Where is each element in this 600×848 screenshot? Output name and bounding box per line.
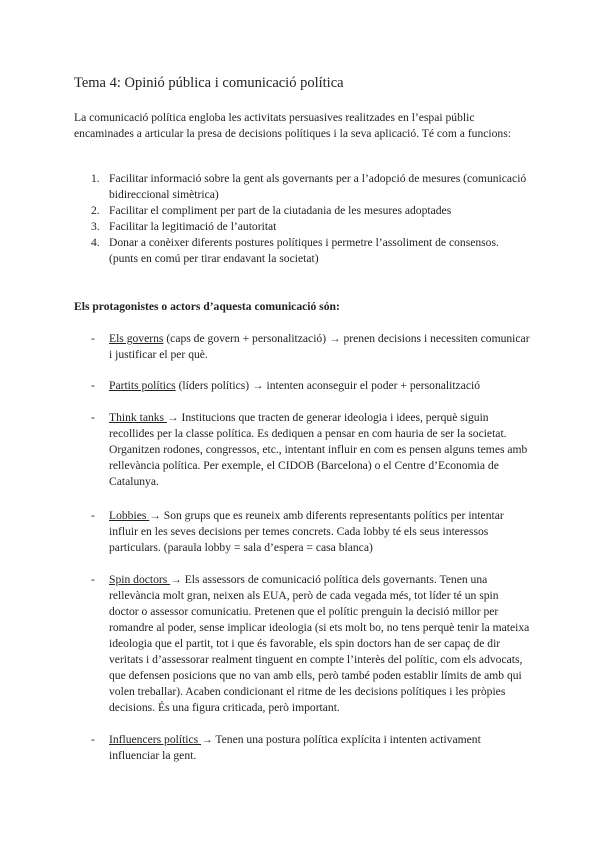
actor-term: Partits polítics (109, 379, 176, 392)
list-number: 2. (91, 204, 100, 217)
actor-description: → Tenen una postura política explícita i intenten activament influenciar la gent. (109, 733, 481, 762)
list-item-text: Facilitar informació sobre la gent als governants per a l’adopció de mesures (comunicació bidireccional simètrica) (109, 172, 527, 201)
list-item-text: Facilitar el compliment per part de la ciutadania de les mesures adoptades (109, 204, 452, 217)
actor-term: Influencers polítics (109, 733, 202, 746)
list-number: 4. (91, 236, 100, 249)
list-item-influencers (74, 732, 530, 764)
actor-term: Spin doctors (109, 573, 171, 586)
list-dash: - (91, 379, 95, 392)
list-item-lobbies (74, 508, 530, 556)
actor-term: Els governs (109, 332, 164, 345)
list-dash: - (91, 332, 95, 345)
actor-term: Think tanks (109, 411, 167, 424)
list-dash: - (91, 411, 95, 424)
list-dash: - (91, 733, 95, 746)
intro-paragraph: La comunicació política engloba les activitats persuasives realitzades en l’espai públic encaminades a articular la presa de decisions polítiques i la seva aplicació. Té com a funcions: (74, 111, 511, 140)
list-item-think-tanks (74, 410, 530, 490)
list-number: 1. (91, 172, 100, 185)
section-heading: Els protagonistes o actors d’aquesta comunicació són: (74, 300, 340, 313)
list-dash: - (91, 509, 95, 522)
list-item-partits (74, 378, 530, 394)
list-item-spin-doctors (74, 572, 530, 716)
actor-description: → Son grups que es reuneix amb diferents representants polítics per intentar influir en les seves decisions per temes concrets. Cada lobby té els seus interessos particulars. (paraula lobby = sala d’espera = casa blanca) (109, 509, 504, 554)
actor-description: → Institucions que tracten de generar ideologia i idees, perquè siguin recollides per la classe política. Es dediquen a pensar en com hauria de ser la societat. Organitzen rodones, congressos, etc., intentant influir en com es pensen alguns temes amb rellevància política. Per exemple, el CIDOB (Barcelona) o el Centre d’Economia de Catalunya. (109, 411, 528, 488)
list-number: 3. (91, 220, 100, 233)
list-item-governs (74, 331, 530, 363)
list-item-text: Donar a conèixer diferents postures polítiques i permetre l’assoliment de consensos. (punts en comú per tirar endavant la societat) (109, 236, 499, 265)
functions-list (74, 171, 530, 267)
actor-term: Lobbies (109, 509, 150, 522)
list-item (74, 171, 530, 203)
list-item-text: Facilitar la legitimació de l’autoritat (109, 220, 277, 233)
actor-description: (caps de govern + personalització) → prenen decisions i necessiten comunicar i justificar el per què. (109, 332, 530, 361)
list-dash: - (91, 573, 95, 586)
list-item (74, 219, 530, 235)
actor-description: → Els assessors de comunicació política dels governants. Tenen una rellevància molt gran, neixen als EUA, però de cada vegada més, tot líder té un spin doctor o assessor comunicatiu. Pretenen que el polític prenguin la decisió millor per romandre al poder, sense implicar ideologia (si ets molt bo, no tens perquè tenir la mateixa ideologia que el partit, tot i que és favorable, els spin doctors han de ser capaç de dir veritats i d’assessorar realment tinguent en compte l’interès del polític, com els advocats, que defensen posicions que no van amb ells, però també poden establir límits de amb qui volen treballar). Acaben condicionant el ritme de les decisions polítiques i les pròpies decisions. És una figura criticada, però important. (109, 573, 530, 714)
actor-description: (líders polítics) → intenten aconseguir el poder + personalització (175, 379, 481, 392)
page-title: Tema 4: Opinió pública i comunicació política (74, 75, 344, 91)
list-item (74, 235, 530, 267)
list-item (74, 203, 530, 219)
